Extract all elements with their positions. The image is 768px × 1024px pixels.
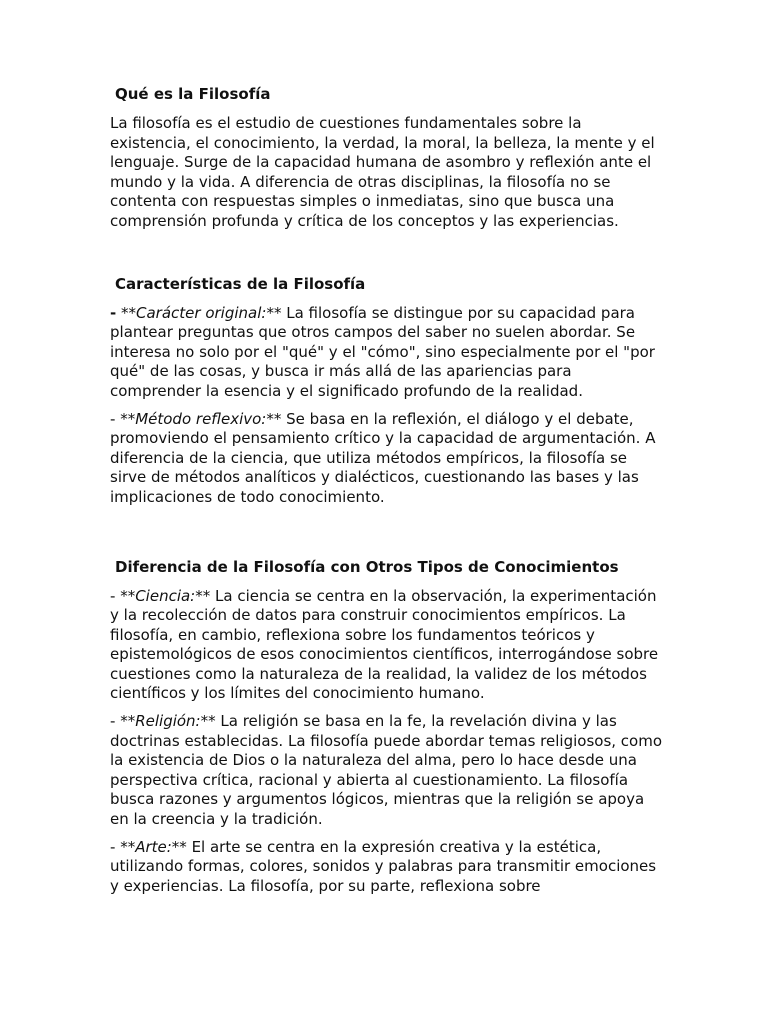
section-paragraph-que-es: La filosofía es el estudio de cuestiones fundamentales sobre la existencia, el conocimiento, la verdad, la moral, la belleza, la mente y el lenguaje. Surge de la capacidad humana de asombro y reflexión ante el mundo y la vida. A diferencia de otras disciplinas, la filosofía no se contenta con respuestas simples o inmediatas, sino que busca una comprensión profunda y crítica de los conceptos y las experiencias. xyxy=(110,114,655,230)
list-item-ciencia xyxy=(110,587,662,705)
list-item-open-marker: ** xyxy=(115,712,136,731)
list-item-close-marker: ** xyxy=(266,303,282,322)
list-item-dash: - xyxy=(110,586,116,605)
list-item-text: El arte se centra en la expresión creativa y la estética, utilizando formas, colores, sonidos y palabras para transmitir emociones y experiencias. La filosofía, por su parte, reflexiona sobre xyxy=(110,837,657,895)
list-item-metodo-reflexivo xyxy=(110,410,662,508)
list-item-term: Carácter original: xyxy=(136,303,267,322)
list-item-term: Método reflexivo: xyxy=(135,409,267,428)
list-item-close-marker: ** xyxy=(200,712,216,731)
list-item-close-marker: ** xyxy=(171,837,187,856)
list-item-text: La filosofía se distingue por su capacidad para plantear preguntas que otros campos del saber no suelen abordar. Se interesa no solo por el "qué" y el "cómo", sino especialmente por el "por qué" de las cosas, y busca ir más allá de las apariencias para comprender la esencia y el significado profundo de la realidad. xyxy=(110,303,655,400)
list-item-term: Arte: xyxy=(135,837,172,856)
section-heading-diferencia: Diferencia de la Filosofía con Otros Tipos de Conocimientos xyxy=(115,557,619,576)
list-item-open-marker: ** xyxy=(116,303,137,322)
list-item-caracter-original xyxy=(110,304,662,402)
list-item-open-marker: ** xyxy=(115,586,136,605)
list-item-text: Se basa en la reflexión, el diálogo y el debate, promoviendo el pensamiento crítico y la capacidad de argumentación. A diferencia de la ciencia, que utiliza métodos empíricos, la filosofía se sirve de métodos analíticos y dialécticos, cuestionando las bases y las implicaciones de todo conocimiento. xyxy=(110,409,656,506)
list-item-dash: - xyxy=(110,837,116,856)
list-item-dash: - xyxy=(110,712,116,731)
document-body xyxy=(110,84,662,904)
list-item-arte xyxy=(110,838,662,897)
list-item-open-marker: ** xyxy=(115,409,136,428)
list-item-term: Ciencia: xyxy=(135,586,196,605)
section-spacer xyxy=(110,516,662,557)
section-heading-que-es: Qué es la Filosofía xyxy=(115,85,271,103)
list-item-text: La religión se basa en la fe, la revelación divina y las doctrinas establecidas. La filosofía puede abordar temas religiosos, como la existencia de Dios o la naturaleza del alma, pero lo hace desde una perspectiva crítica, racional y abierta al cuestionamiento. La filosofía busca razones y argumentos lógicos, mientras que la religión se apoya en la creencia y la tradición. xyxy=(110,712,663,829)
list-item-term: Religión: xyxy=(135,712,201,731)
list-item-text: La ciencia se centra en la observación, la experimentación y la recolección de datos para construir conocimientos empíricos. La filosofía, en cambio, reflexiona sobre los fundamentos teóricos y epistemológicos de esos conocimientos científicos, interrogándose sobre cuestiones como la naturaleza de la realidad, la validez de los métodos científicos y los límites del conocimiento humano. xyxy=(110,586,659,703)
list-item-open-marker: ** xyxy=(115,837,136,856)
section-spacer xyxy=(110,232,662,274)
list-item-religion xyxy=(110,712,662,830)
section-heading-caracteristicas: Características de la Filosofía xyxy=(115,274,366,293)
list-item-dash: - xyxy=(110,303,117,322)
list-item-close-marker: ** xyxy=(266,409,282,428)
list-item-close-marker: ** xyxy=(195,586,211,605)
list-item-dash: - xyxy=(110,409,116,428)
